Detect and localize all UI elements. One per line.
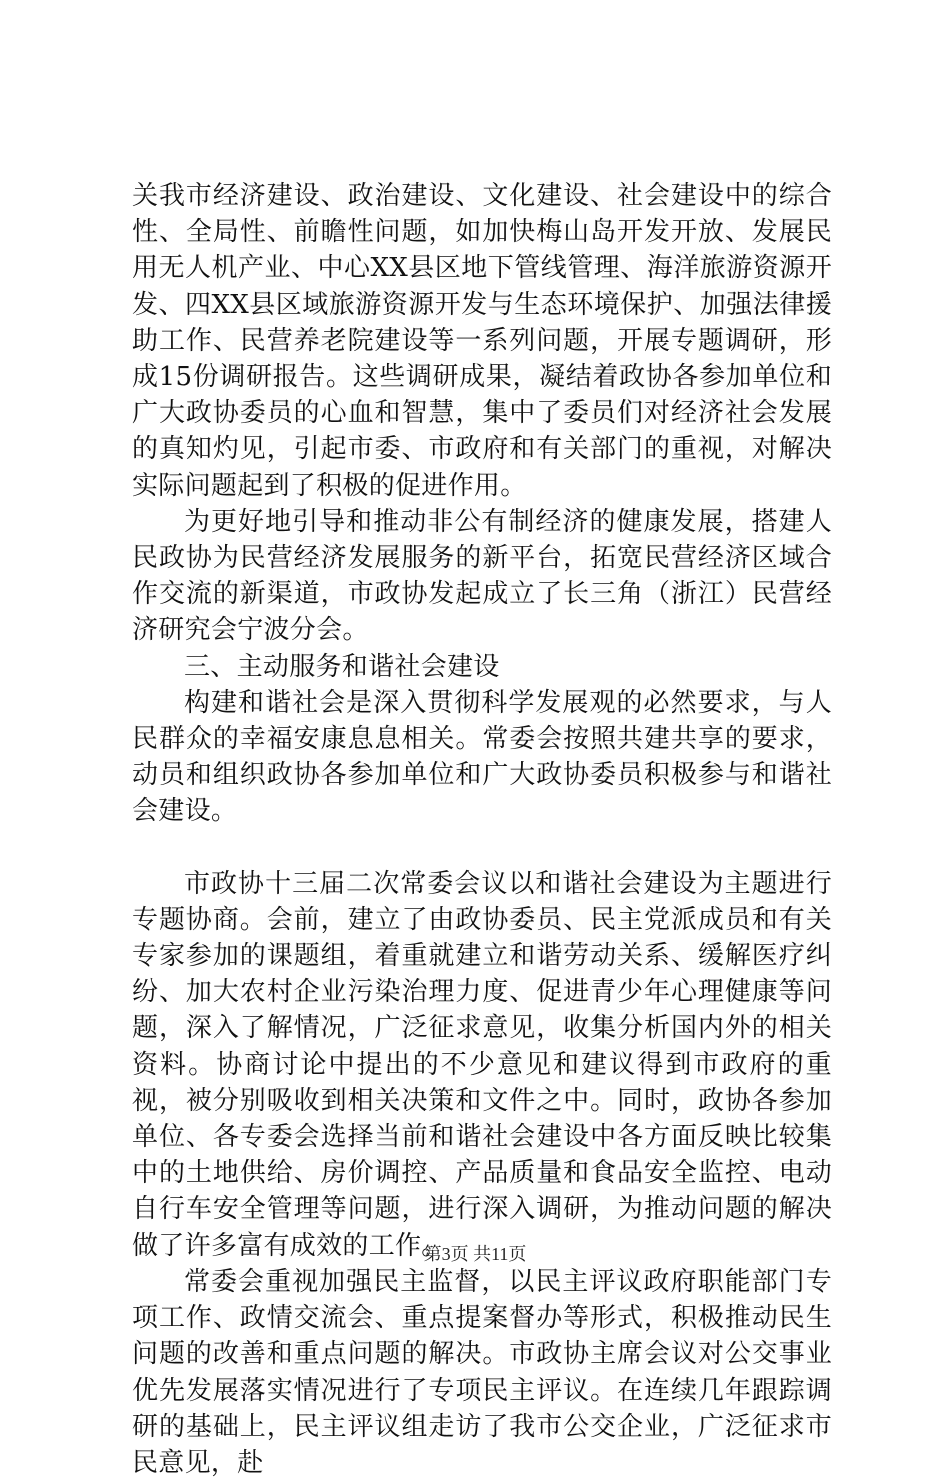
document-body (132, 178, 832, 1481)
paragraph-consultation: 市政协十三届二次常委会议以和谐社会建设为主题进行专题协商。会前，建立了由政协委员、民主党派成员和有关专家参加的课题组，着重就建立和谐劳动关系、缓解医疗纠纷、加大农村企业污染治理力度、促进青少年心理健康等问题，深入了解情况，广泛征求意见，收集分析国内外的相关资料。协商讨论中提出的不少意见和建议得到市政府的重视，被分别吸收到相关决策和文件之中。同时，政协各参加单位、各专委会选择当前和谐社会建设中各方面反映比较集中的土地供给、房价调控、产品质量和食品安全监控、电动自行车安全管理等问题，进行深入调研，为推动问题的解决做了许多富有成效的工作。 (132, 868, 832, 1261)
paragraph-continuation: 关我市经济建设、政治建设、文化建设、社会建设中的综合性、全局性、前瞻性问题，如加快梅山岛开发开放、发展民用无人机产业、中心XX县区地下管线管理、海洋旅游资源开发、四XX县区域旅游资源开发与生态环境保护、加强法律援助工作、民营养老院建设等一系列问题，开展专题调研，形成15份调研报告。这些调研成果，凝结着政协各参加单位和广大政协委员的心血和智慧，集中了委员们对经济社会发展的真知灼见，引起市委、市政府和有关部门的重视，对解决实际问题起到了积极的促进作用。 (132, 181, 832, 501)
paragraph-harmonious-society: 构建和谐社会是深入贯彻科学发展观的必然要求，与人民群众的幸福安康息息相关。常委会按照共建共享的要求，动员和组织政协各参加单位和广大政协委员积极参与和谐社会建设。 (132, 687, 832, 827)
section-heading: 三、主动服务和谐社会建设 (184, 651, 500, 682)
paragraph-private-economy: 为更好地引导和推动非公有制经济的健康发展，搭建人民政协为民营经济发展服务的新平台，拓宽民营经济区域合作交流的新渠道，市政协发起成立了长三角（浙江）民营经济研究会宁波分会。 (132, 506, 832, 646)
paragraph-supervision: 常委会重视加强民主监督，以民主评议政府职能部门专项工作、政情交流会、重点提案督办等形式，积极推动民生问题的改善和重点问题的解决。市政协主席会议对公交事业优先发展落实情况进行了专项民主评议。在连续几年跟踪调研的基础上，民主评议组走访了我市公交企业，广泛征求市民意见，赴 (132, 1266, 832, 1478)
paragraph-gap (132, 830, 832, 866)
page-footer: 第3页 共11页 (423, 1244, 527, 1264)
